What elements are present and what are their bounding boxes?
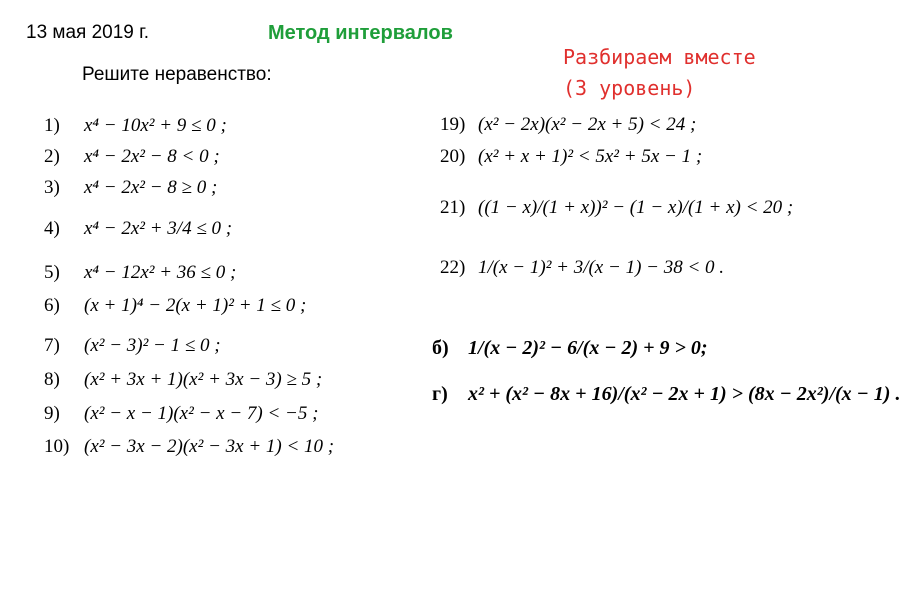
problem-expression: x² + (x² − 8x + 16)/(x² − 2x + 1) > (8x − 2x²)/(x − 1) .: [468, 383, 900, 405]
solve-together-note: [563, 42, 756, 104]
date-label: 13 мая 2019 г.: [26, 22, 150, 43]
solve-together-line-1: Разбираем вместе: [563, 45, 756, 69]
problem-expression: (x² + x + 1)² < 5x² + 5x − 1 ;: [478, 146, 703, 167]
problem-expression: (x² − 3x − 2)(x² − 3x + 1) < 10 ;: [84, 436, 335, 457]
problem-number: 19): [440, 114, 466, 135]
problem-number: 2): [44, 146, 60, 167]
problem-22: [440, 257, 724, 279]
problem-expression: x⁴ − 2x² − 8 < 0 ;: [84, 146, 220, 167]
problem-number: 4): [44, 218, 60, 239]
problem-expression: (x² + 3x + 1)(x² + 3x − 3) ≥ 5 ;: [84, 369, 323, 390]
problem-expression: 1/(x − 2)² − 6/(x − 2) + 9 > 0;: [468, 337, 708, 359]
problem-expression: (x + 1)⁴ − 2(x + 1)² + 1 ≤ 0 ;: [84, 295, 307, 316]
problem-expression: x⁴ − 12x² + 36 ≤ 0 ;: [84, 262, 237, 283]
problem-g: [432, 383, 900, 406]
problem-1: [44, 115, 227, 137]
problem-number: 9): [44, 403, 60, 424]
solve-together-line-2: (3 уровень): [563, 76, 696, 100]
problem-expression: (x² − 3)² − 1 ≤ 0 ;: [84, 335, 221, 356]
problem-10: [44, 436, 334, 458]
problem-8: [44, 369, 322, 391]
problem-expression: ((1 − x)/(1 + x))² − (1 − x)/(1 + x) < 20 ;: [478, 197, 794, 218]
problem-21: [440, 197, 793, 219]
problem-5: [44, 262, 236, 284]
problem-number: 20): [440, 146, 466, 167]
problem-number: 6): [44, 295, 60, 316]
problem-expression: x⁴ − 10x² + 9 ≤ 0 ;: [84, 115, 227, 136]
problem-number: б): [432, 337, 449, 359]
problem-20: [440, 146, 702, 168]
problem-number: 5): [44, 262, 60, 283]
problem-number: 7): [44, 335, 60, 356]
problem-7: [44, 335, 221, 357]
problem-number: 3): [44, 177, 60, 198]
problem-number: 22): [440, 257, 466, 278]
problem-4: [44, 218, 232, 240]
problem-19: [440, 114, 696, 136]
problem-3: [44, 177, 217, 199]
task-prompt: Решите неравенство:: [82, 64, 272, 85]
problem-number: г): [432, 383, 448, 405]
problem-number: 10): [44, 436, 70, 457]
problem-number: 8): [44, 369, 60, 390]
problem-expression: x⁴ − 2x² + 3/4 ≤ 0 ;: [84, 218, 233, 239]
problem-expression: (x² − 2x)(x² − 2x + 5) < 24 ;: [478, 114, 697, 135]
problem-number: 1): [44, 115, 60, 136]
page-title: Метод интервалов: [268, 22, 453, 44]
problem-number: 21): [440, 197, 466, 218]
problem-6: [44, 295, 306, 317]
problem-2: [44, 146, 220, 168]
problem-9: [44, 403, 318, 425]
problem-expression: 1/(x − 1)² + 3/(x − 1) − 38 < 0 .: [478, 257, 725, 278]
problem-expression: (x² − x − 1)(x² − x − 7) < −5 ;: [84, 403, 319, 424]
problem-expression: x⁴ − 2x² − 8 ≥ 0 ;: [84, 177, 218, 198]
problem-b: [432, 337, 708, 360]
